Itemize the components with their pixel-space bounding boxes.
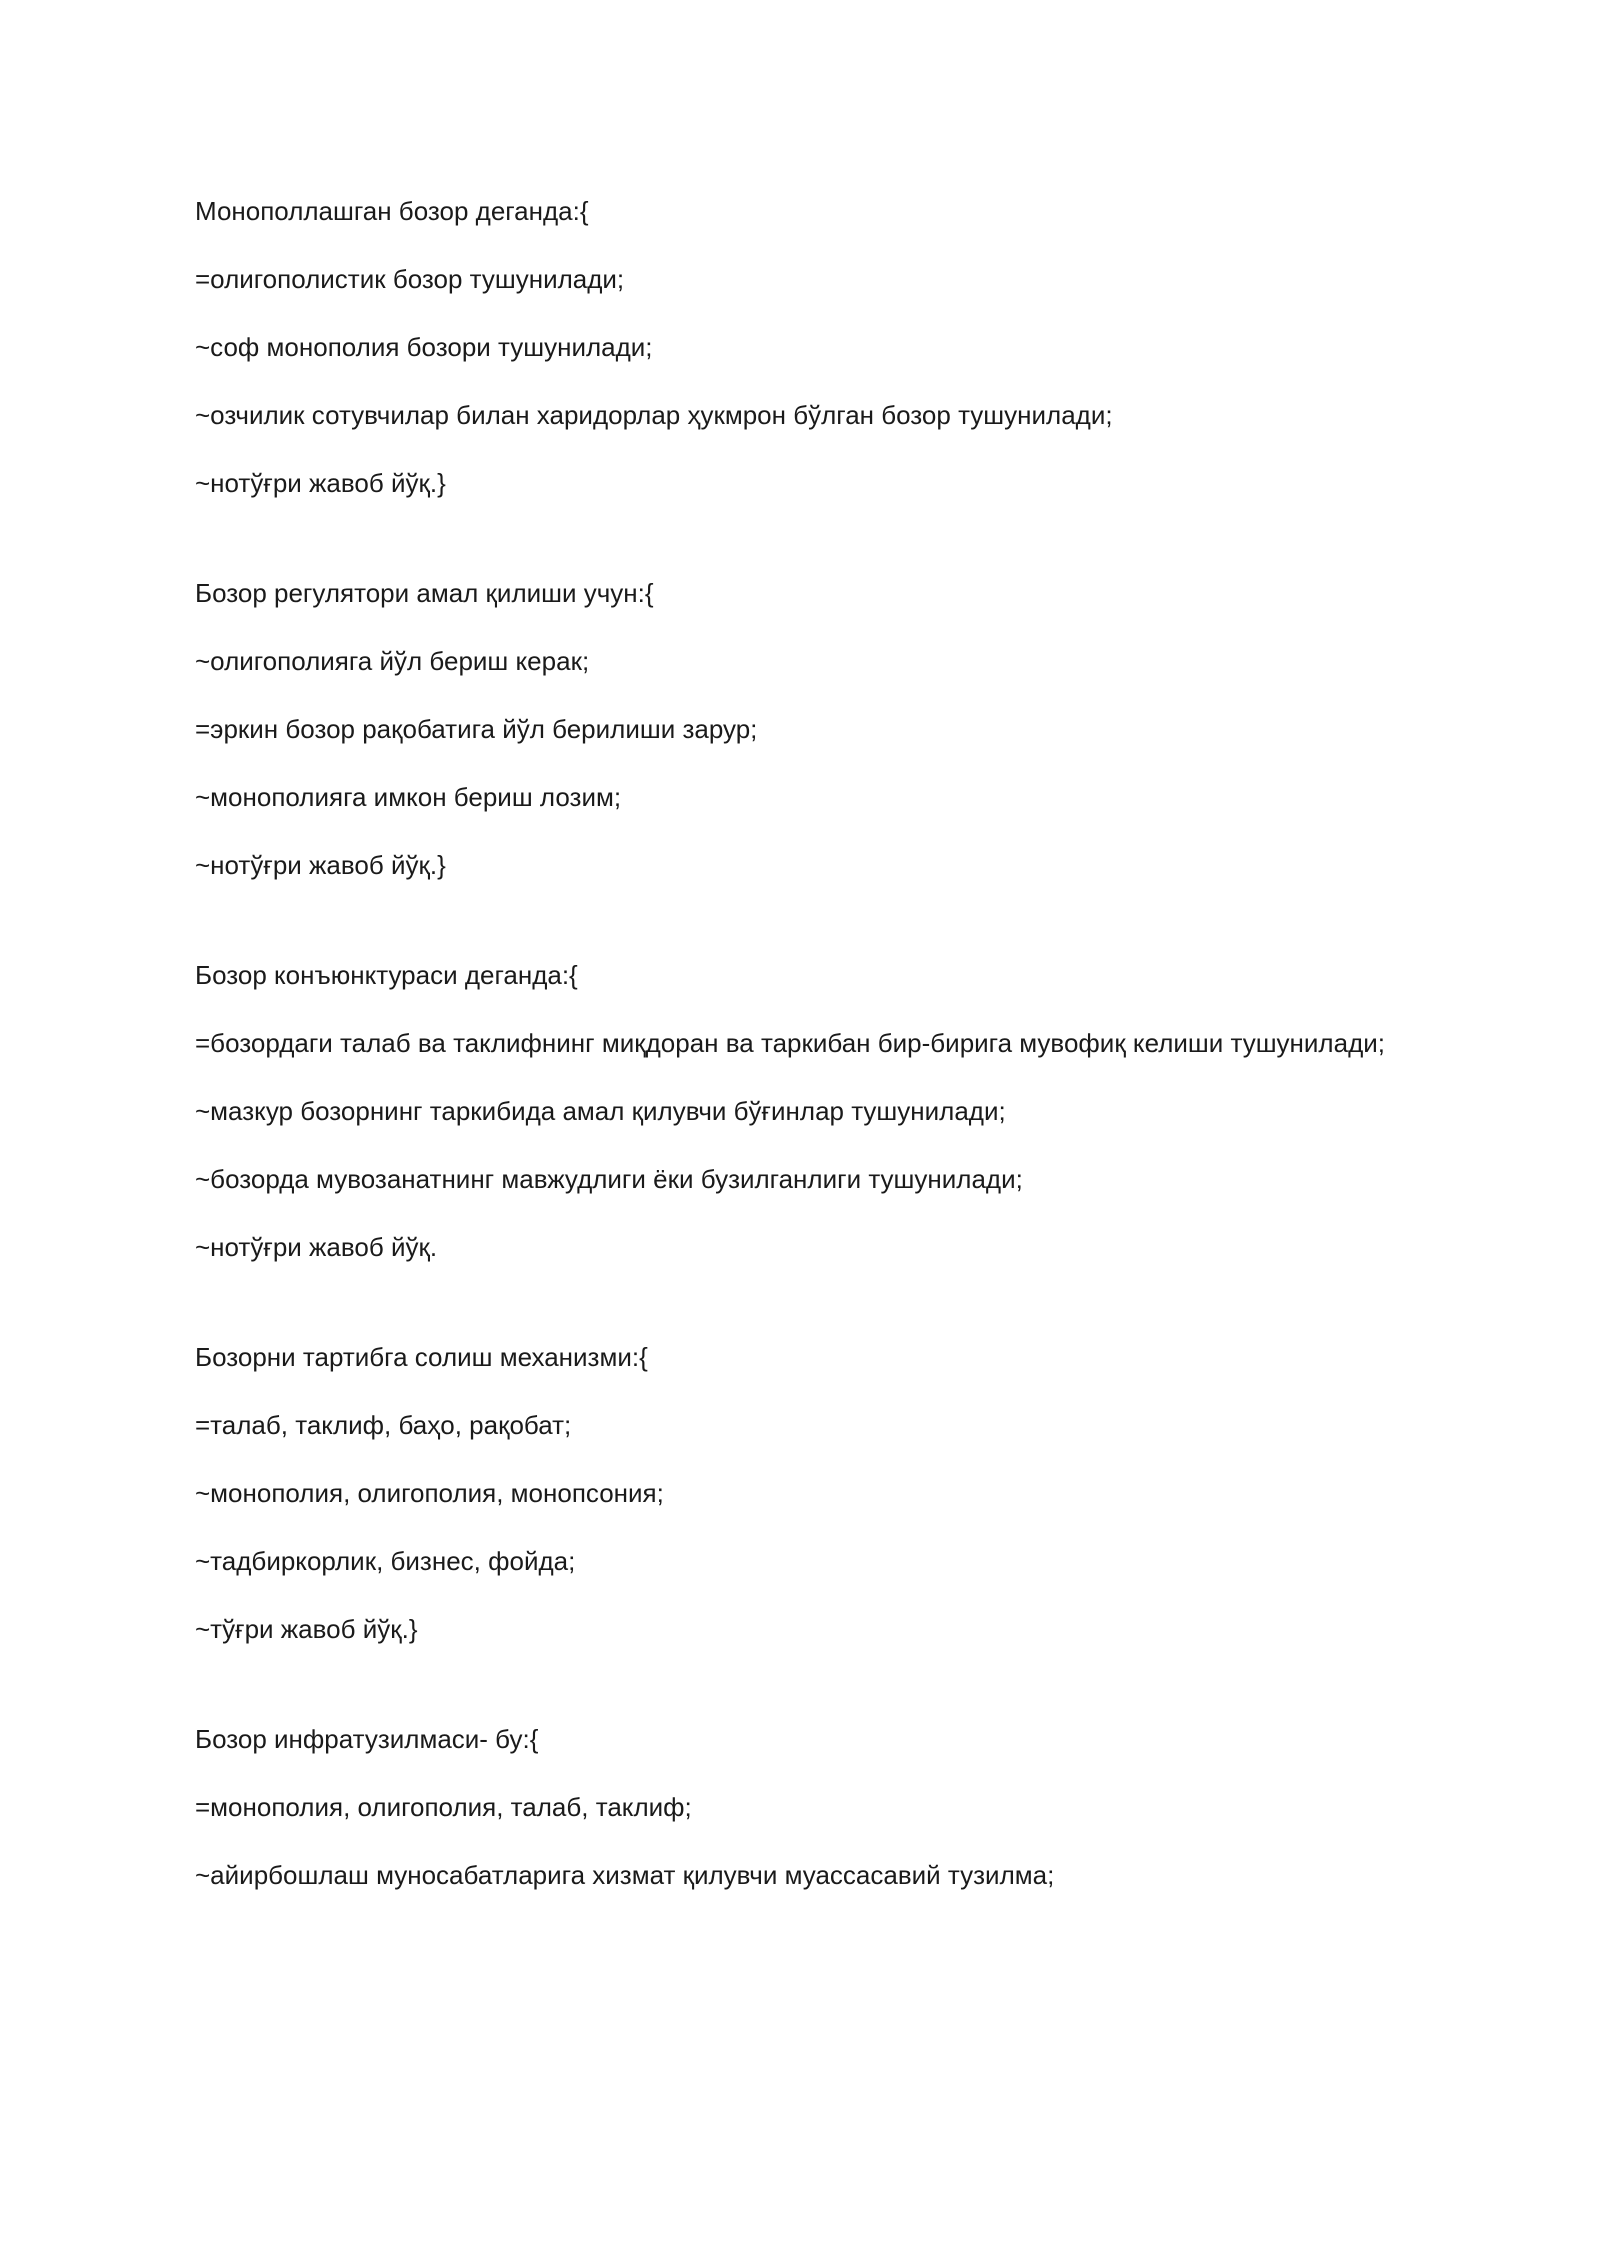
question-stem: Монополлашган бозор деганда:{ [195, 196, 589, 226]
question-block [195, 190, 1395, 504]
answer-option: ~нотўғри жавоб йўқ. [195, 1232, 438, 1262]
question-block [195, 1718, 1395, 1896]
answer-option: ~бозорда мувозанатнинг мавжудлиги ёки бузилганлиги тушунилади; [195, 1164, 1023, 1194]
question-stem: Бозорни тартибга солиш механизми:{ [195, 1342, 648, 1372]
question-stem: Бозор регулятори амал қилиши учун:{ [195, 578, 654, 608]
answer-option: ~айирбошлаш муносабатларига хизмат қилувчи муассасавий тузилма; [195, 1860, 1055, 1890]
answer-option: =эркин бозор рақобатига йўл берилиши зарур; [195, 714, 758, 744]
answer-option: =талаб, таклиф, баҳо, рақобат; [195, 1410, 572, 1440]
answer-option: ~тўғри жавоб йўқ.} [195, 1614, 418, 1644]
answer-option: ~озчилик сотувчилар билан харидорлар ҳукмрон бўлган бозор тушунилади; [195, 400, 1113, 430]
question-block [195, 1336, 1395, 1650]
document-content [195, 190, 1395, 1964]
answer-option: ~нотўғри жавоб йўқ.} [195, 468, 446, 498]
answer-option: ~нотўғри жавоб йўқ.} [195, 850, 446, 880]
question-block [195, 572, 1395, 886]
answer-option: ~монополияга имкон бериш лозим; [195, 782, 622, 812]
answer-option: =олигополистик бозор тушунилади; [195, 264, 625, 294]
answer-option: =монополия, олигополия, талаб, таклиф; [195, 1792, 692, 1822]
question-stem: Бозор инфратузилмаси- бу:{ [195, 1724, 539, 1754]
answer-option: ~монополия, олигополия, монопсония; [195, 1478, 664, 1508]
answer-option: =бозордаги талаб ва таклифнинг миқдоран ва таркибан бир-бирига мувофиқ келиши тушунилади; [195, 1028, 1385, 1058]
answer-option: ~соф монополия бозори тушунилади; [195, 332, 653, 362]
answer-option: ~тадбиркорлик, бизнес, фойда; [195, 1546, 576, 1576]
answer-option: ~мазкур бозорнинг таркибида амал қилувчи бўғинлар тушунилади; [195, 1096, 1006, 1126]
answer-option: ~олигополияга йўл бериш керак; [195, 646, 590, 676]
question-stem: Бозор конъюнктураси деганда:{ [195, 960, 578, 990]
question-block [195, 954, 1395, 1268]
